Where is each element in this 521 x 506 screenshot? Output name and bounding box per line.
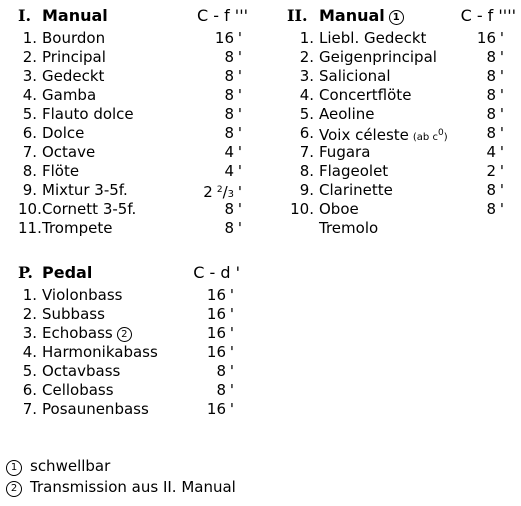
stop-name-text: Cornett 3-5f. [42,200,137,218]
pitch-value: 8 [224,124,234,142]
foot-mark: ' [237,29,242,47]
stop-name-text: Tremolo [319,219,379,237]
foot-mark: ' [499,67,504,85]
stop-row [287,86,516,105]
stop-pitch [224,219,242,238]
stop-row [287,48,516,67]
manual-2-range: C - f '''' [460,6,516,25]
stop-note-sup: 0 [437,128,444,138]
stop-name [42,181,128,200]
pedal-stop-list [18,286,240,419]
stop-number: 6. [22,124,37,142]
stop-pitch [224,143,242,162]
stop-number: 6. [299,124,314,142]
stop-note-text: (ab c [412,132,438,143]
stop-pitch [216,381,234,400]
pedal-numeral: P. [18,263,33,282]
stop-name-text: Trompete [42,219,113,237]
foot-mark: ' [237,219,242,237]
foot-mark: ' [499,143,504,161]
stop-name-text: Harmonikabass [42,343,158,361]
footnote-mark-1: 1 [389,10,404,25]
pitch-value: 8 [224,67,234,85]
footnote-mark-1: 1 [6,460,22,476]
manual-1-title: Manual [42,6,108,25]
foot-mark: ' [499,162,504,180]
stop-number: 1. [22,286,37,304]
pitch-value: 4 [486,143,496,161]
stop-name [319,48,437,67]
pitch-denominator: 3 [227,189,234,200]
foot-mark: ' [499,29,504,47]
foot-mark: ' [499,181,504,199]
footnote-mark-2: 2 [117,327,132,342]
stop-row [18,324,240,343]
stop-number: 9. [299,181,314,199]
stop-pitch [207,324,234,343]
stop-pitch [207,400,234,419]
stop-number: 9. [22,181,37,199]
stop-name [319,162,388,181]
stop-name [42,67,104,86]
foot-mark: ' [499,124,504,142]
stop-number: 10. [290,200,314,218]
pitch-value: 16 [476,29,496,47]
stop-number: 3. [22,67,37,85]
pitch-value: 8 [224,48,234,66]
stop-name-text: Mixtur 3-5f. [42,181,128,199]
foot-mark: ' [237,86,242,104]
stop-pitch [224,48,242,67]
footnotes [6,456,506,498]
stop-name-text: Echobass [42,324,113,342]
pitch-value: 8 [216,381,226,399]
stop-name [42,143,95,162]
stop-row [287,105,516,124]
stop-row [287,124,516,143]
manual-1-header [18,5,248,27]
pitch-value: 8 [486,181,496,199]
stop-name [319,86,411,105]
pitch-value: 8 [486,200,496,218]
pitch-value: 8 [224,219,234,237]
stop-pitch [486,143,504,162]
manual-2-header [287,5,516,27]
stop-row [18,362,240,381]
stop-row [287,29,516,48]
pitch-value: 16 [206,286,226,304]
foot-mark: ' [229,400,234,418]
stop-note-end: ) [443,132,448,143]
foot-mark: ' [237,105,242,123]
footnote-row [6,477,506,498]
stop-name-text: Flageolet [319,162,389,180]
manual-1-stop-list [18,29,248,238]
foot-mark: ' [229,343,234,361]
pedal-header [18,262,240,284]
stop-row [287,181,516,200]
foot-mark: ' [229,305,234,323]
manual-2-section [287,5,516,238]
stop-name-text: Aeoline [319,105,375,123]
foot-mark: ' [499,200,504,218]
stop-number: 7. [299,143,314,161]
stop-name [42,105,134,124]
pitch-numerator: 2 [216,185,223,195]
stop-name [319,29,426,48]
stop-pitch [477,29,504,48]
foot-mark: ' [499,105,504,123]
pitch-value: 4 [224,162,234,180]
stop-name-text: Gedeckt [42,67,105,85]
stop-number: 3. [299,67,314,85]
manual-1-numeral: I. [18,6,32,25]
stop-number: 2. [299,48,314,66]
stop-row [18,105,248,124]
stop-name-text: Clarinette [319,181,393,199]
pedal-title: Pedal [42,263,93,282]
stop-note [412,128,448,143]
foot-mark: ' [237,124,242,142]
stop-number: 4. [22,86,37,104]
stop-row [18,29,248,48]
stop-number: 8. [22,162,37,180]
stop-row [18,305,240,324]
pedal-range: C - d ' [193,263,240,282]
stop-pitch [224,86,242,105]
pitch-value: 8 [216,362,226,380]
foot-mark: ' [237,162,242,180]
foot-mark: ' [229,362,234,380]
stop-name [42,200,136,219]
stop-name [319,143,370,162]
manual-1-section [18,5,248,238]
stop-name-text: Bourdon [42,29,106,47]
stop-pitch [486,181,504,200]
stop-row [18,343,240,362]
stop-pitch [486,48,504,67]
stop-pitch [486,200,504,219]
pitch-value: 8 [486,124,496,142]
stop-name-text: Salicional [319,67,391,85]
stop-pitch [486,86,504,105]
stop-name [42,29,105,48]
pitch-whole: 2 [203,183,213,201]
stop-name-text: Gamba [42,86,97,104]
stop-name-text: Octave [42,143,96,161]
stop-name [42,305,105,324]
manual-2-title-text: Manual [319,6,385,25]
pitch-value: 16 [206,343,226,361]
stop-pitch [486,124,504,143]
pitch-value: 4 [224,143,234,161]
stop-name [319,67,391,86]
stop-number: 8. [299,162,314,180]
stop-name-text: Concertflöte [319,86,412,104]
footnote-mark-2: 2 [6,481,22,497]
pitch-value: 16 [214,29,234,47]
stop-pitch [207,286,234,305]
stop-name-text: Violonbass [42,286,123,304]
stop-name-text: Cellobass [42,381,114,399]
pitch-value: 16 [206,324,226,342]
stop-number: 2. [22,48,37,66]
stop-name-text: Dolce [42,124,85,142]
foot-mark: ' [229,286,234,304]
stop-name-text: Principal [42,48,106,66]
stop-number: 6. [22,381,37,399]
manual-2-numeral: II. [287,6,308,25]
pitch-value: 8 [224,105,234,123]
stop-name [42,124,84,143]
stop-name-text: Flauto dolce [42,105,134,123]
stop-row [287,219,516,238]
stop-pitch [486,162,504,181]
manual-2-stop-list [287,29,516,238]
stop-pitch [486,67,504,86]
stop-name-text: Voix céleste [319,126,409,144]
pitch-value: 2 [486,162,496,180]
stop-number: 5. [22,362,37,380]
foot-mark: ' [237,143,242,161]
stop-number: 1. [299,29,314,47]
pedal-section [18,262,240,419]
stop-pitch [224,105,242,124]
stop-pitch [224,124,242,143]
footnote-text: schwellbar [30,457,111,475]
manual-2-title [319,5,404,27]
stop-pitch [207,343,234,362]
pitch-value: 16 [206,400,226,418]
stop-number: 7. [22,400,37,418]
footnote-text: Transmission aus II. Manual [30,478,236,496]
stop-number: 5. [299,105,314,123]
stop-name [319,105,374,124]
stop-number: 10. [18,200,42,218]
stop-pitch [216,362,234,381]
stop-row [18,143,248,162]
stop-name-text: Posaunenbass [42,400,149,418]
foot-mark: ' [237,48,242,66]
stop-number: 4. [22,343,37,361]
stop-number: 1. [22,29,37,47]
pitch-fraction: $^2$/3 [216,183,234,201]
stop-name [319,219,378,238]
pitch-value: 8 [224,86,234,104]
stop-row [18,181,248,200]
foot-mark: ' [237,200,242,218]
stop-row [18,381,240,400]
stop-number: 4. [299,86,314,104]
stop-number: 11. [18,219,42,237]
foot-mark: ' [237,67,242,85]
foot-mark: ' [237,183,242,201]
stop-pitch [486,105,504,124]
stop-name [42,86,96,105]
stop-number: 3. [22,324,37,342]
pitch-value: 8 [224,200,234,218]
pitch-value: 8 [486,48,496,66]
foot-mark: ' [499,86,504,104]
pitch-value: 8 [486,86,496,104]
stop-name [319,200,359,219]
stop-number: 7. [22,143,37,161]
pitch-value: 8 [486,67,496,85]
stop-pitch [207,305,234,324]
stop-name [42,343,158,362]
stop-pitch [224,67,242,86]
stop-pitch [224,200,242,219]
foot-mark: ' [229,324,234,342]
stop-row [18,200,248,219]
stop-name [42,286,122,305]
stop-row [18,286,240,305]
stop-row [18,219,248,238]
stop-name [42,219,112,238]
pitch-value: 16 [206,305,226,323]
stop-row [18,124,248,143]
stop-name-text: Liebl. Gedeckt [319,29,427,47]
stop-name-text: Subbass [42,305,105,323]
stop-row [287,143,516,162]
stop-row [287,162,516,181]
stop-name [42,162,79,181]
stop-row [287,67,516,86]
stop-name [42,400,149,419]
foot-mark: ' [229,381,234,399]
stop-name-text: Oboe [319,200,359,218]
stop-pitch [224,162,242,181]
stop-name-text: Fugara [319,143,371,161]
stop-number: 5. [22,105,37,123]
stop-name [42,324,132,343]
manual-1-range: C - f ''' [196,6,248,25]
footnote-row [6,456,506,477]
stop-row [18,400,240,419]
pitch-value: 8 [486,105,496,123]
stop-name-text: Octavbass [42,362,121,380]
stop-number: 2. [22,305,37,323]
stop-name [42,381,114,400]
stop-name [42,48,106,67]
stop-row [18,48,248,67]
stop-row [18,86,248,105]
foot-mark: ' [499,48,504,66]
stop-name-text: Flöte [42,162,80,180]
stop-row [287,200,516,219]
stop-name [319,181,393,200]
stop-row [18,162,248,181]
stop-name-text: Geigenprincipal [319,48,437,66]
stop-name [42,362,120,381]
stop-row [18,67,248,86]
stop-pitch [215,29,242,48]
